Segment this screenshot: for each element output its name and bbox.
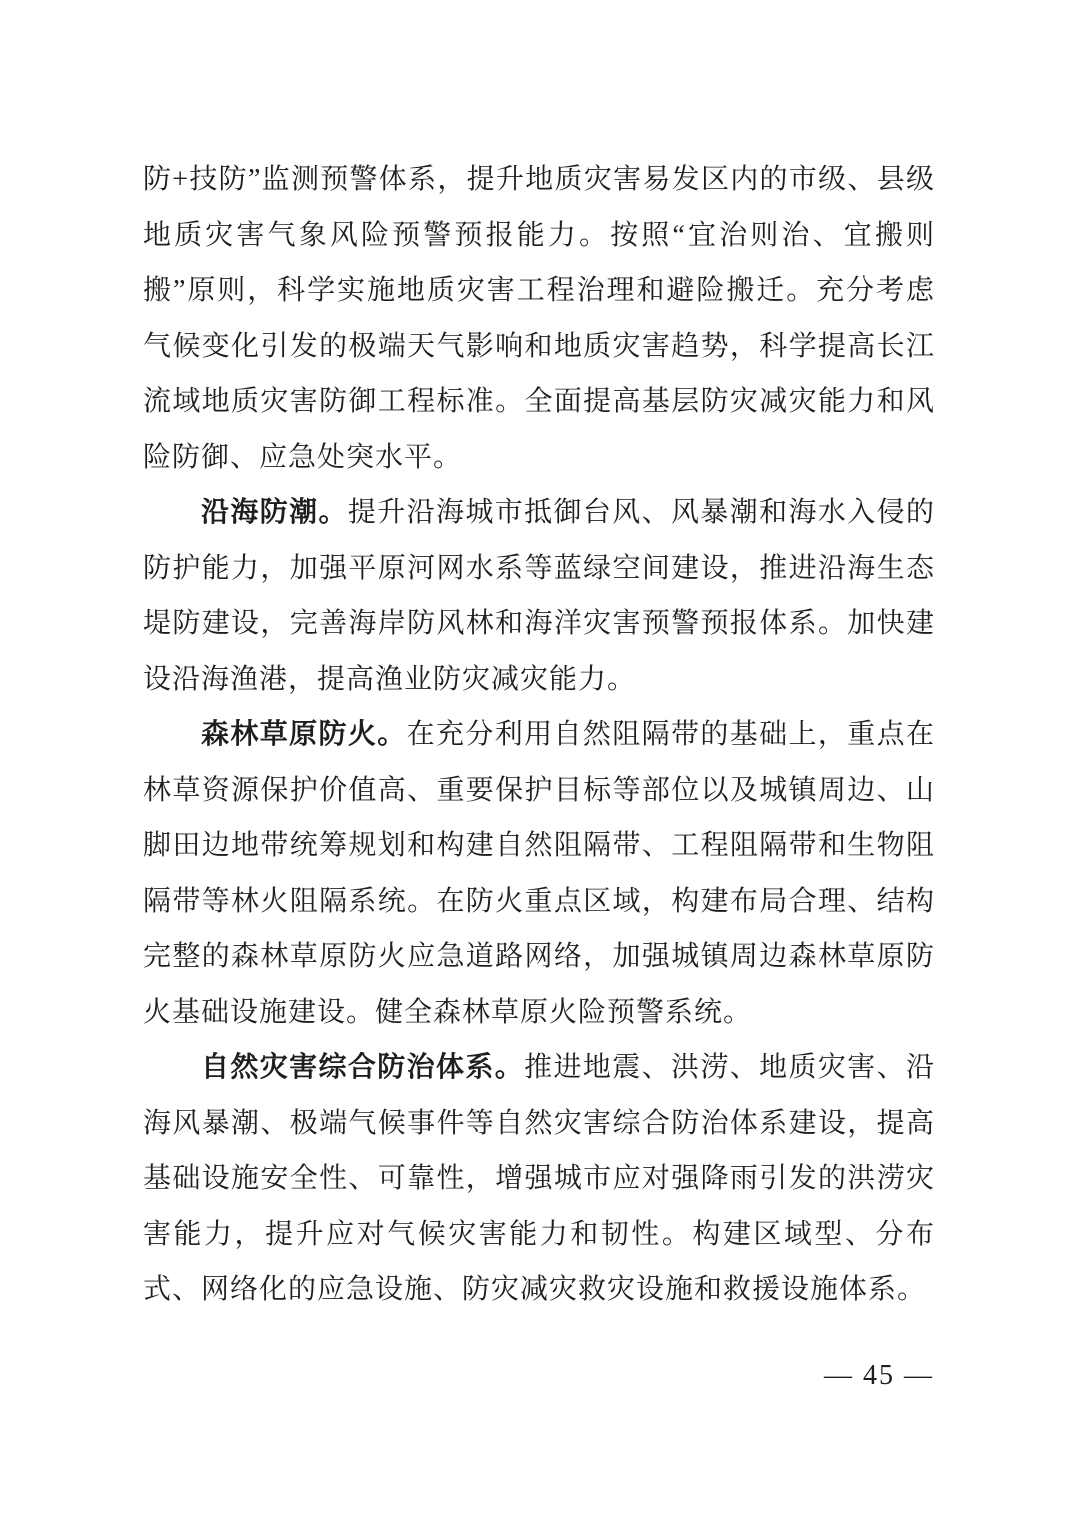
paragraph-lead: 沿海防潮。: [201, 497, 348, 528]
paragraph-text: 推进地震、洪涝、地质灾害、沿海风暴潮、极端气候事件等自然灾害综合防治体系建设，提高基础设施安全性、可靠性，增强城市应对强降雨引发的洪涝灾害能力，提升应对气候灾害能力和韧性。构建区域型、分布式、网络化的应急设施、防灾减灾救灾设施和救援设施体系。: [143, 1052, 935, 1305]
paragraph-lead: 自然灾害综合防治体系。: [201, 1052, 525, 1083]
page-number: — 45 —: [824, 1360, 934, 1391]
paragraph-lead: 森林草原防火。: [201, 719, 407, 750]
paragraph-text: 在充分利用自然阻隔带的基础上，重点在林草资源保护价值高、重要保护目标等部位以及城镇周边、山脚田边地带统筹规划和构建自然阻隔带、工程阻隔带和生物阻隔带等林火阻隔系统。在防火重点区域，构建布局合理、结构完整的森林草原防火应急道路网络，加强城镇周边森林草原防火基础设施建设。健全森林草原火险预警系统。: [143, 719, 935, 1028]
paragraph-text: 防+技防”监测预警体系，提升地质灾害易发区内的市级、县级地质灾害气象风险预警预报能力。按照“宜治则治、宜搬则搬”原则，科学实施地质灾害工程治理和避险搬迁。充分考虑气候变化引发的极端天气影响和地质灾害趋势，科学提高长江流域地质灾害防御工程标准。全面提高基层防灾减灾能力和风险防御、应急处突水平。: [143, 164, 935, 473]
paragraph-text: 提升沿海城市抵御台风、风暴潮和海水入侵的防护能力，加强平原河网水系等蓝绿空间建设，推进沿海生态堤防建设，完善海岸防风林和海洋灾害预警预报体系。加快建设沿海渔港，提高渔业防灾减灾能力。: [143, 497, 935, 695]
page-body-text: [143, 152, 935, 1318]
paragraph-natural-disaster-system: [143, 1040, 935, 1318]
paragraph-forest-grassland-fire: [143, 707, 935, 1040]
paragraph-geological-disaster: [143, 152, 935, 485]
paragraph-coastal-tide-defense: [143, 485, 935, 707]
